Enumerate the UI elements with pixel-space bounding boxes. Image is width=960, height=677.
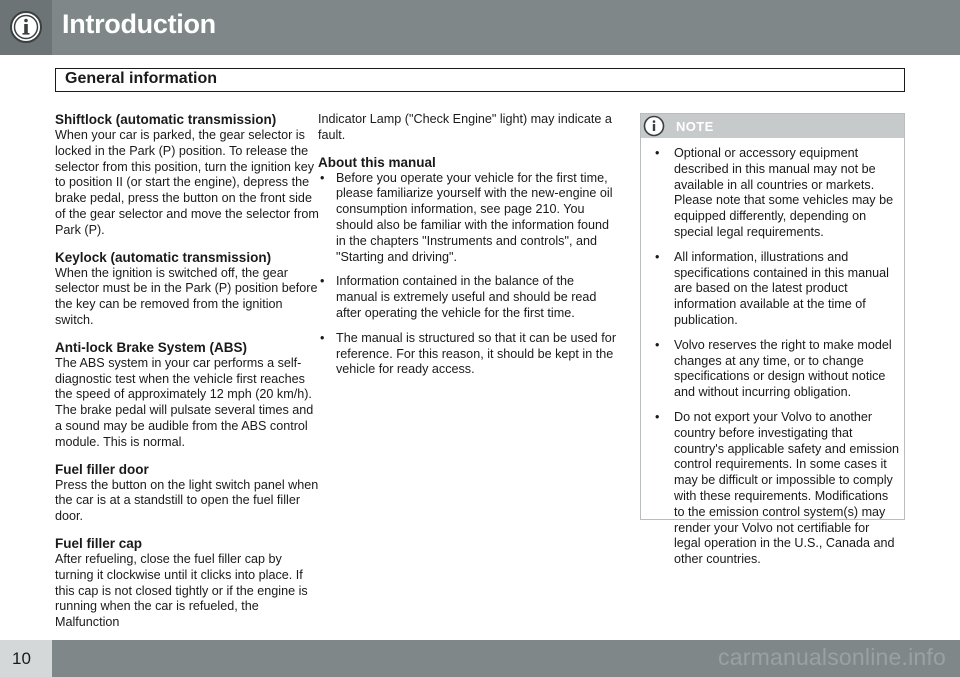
list-item-text: Before you operate your vehicle for the first time, please familiarize yourself with the new-engine oil consumption information, see page 210. You should also be familiar with the information found in the chapters "Instruments and controls", and "Starting and driving". [336, 170, 613, 264]
bullet: • [655, 249, 660, 264]
section-title: General information [65, 70, 218, 87]
list-item [653, 410, 899, 568]
bullet: • [655, 409, 660, 424]
info-icon [8, 6, 44, 48]
column-1 [55, 112, 323, 642]
bullet: • [655, 146, 660, 160]
list-item [653, 146, 899, 241]
page-number-box [0, 640, 52, 677]
list-item-text: Volvo reserves the right to make model changes at any time, or to change specifications or design without notice and without incurring obligation. [674, 337, 892, 400]
list-item-text: All information, illustrations and specifications contained in this manual are based on the latest product information available at the time of publication. [674, 249, 889, 327]
text-continuation: Indicator Lamp ("Check Engine" light) may indicate a fault. [318, 112, 612, 142]
text-shiftlock: When your car is parked, the gear selector is locked in the Park (P) position. To release the selector from this position, turn the ignition key to position II (or start the engine), depress the brake pedal, press the button on the front side of the gear selector and move the selector from Park (P). [55, 128, 319, 237]
header-icon-box [0, 0, 52, 55]
text-keylock: When the ignition is switched off, the gear selector must be in the Park (P) position before the key can be removed from the ignition switch. [55, 265, 318, 327]
footer-bar [0, 640, 960, 677]
page-number: 10 [12, 649, 31, 668]
list-item [318, 274, 616, 321]
heading-shiftlock: Shiftlock (automatic transmission) [55, 112, 277, 127]
list-item-text: Information contained in the balance of the manual is extremely useful and should be read after operating the vehicle for the first time. [336, 274, 597, 320]
list-item-text: The manual is structured so that it can be used for reference. For this reason, it should be kept in the vehicle for ready access. [336, 330, 617, 377]
text-fuel-filler-cap: After refueling, close the fuel filler cap by turning it clockwise until it clicks into place. If this cap is not closed tightly or if the engine is running when the car is refueled, the Malfunction [55, 551, 308, 630]
note-header [641, 114, 904, 138]
heading-abs: Anti-lock Brake System (ABS) [55, 339, 248, 355]
bullet: • [655, 337, 660, 352]
watermark: carmanualsonline.info [718, 644, 946, 670]
list-item-text: Do not export your Volvo to another country before investigating that country's applicable safety and emission control requirements. In some cases it may be difficult or impossible to comply with these requirements. Modifications to the emission control system(s) may render your Volvo not certifiable for legal operation in the U.S., Canada and other countries. [674, 409, 900, 567]
list-item [653, 250, 899, 329]
text-fuel-filler-door: Press the button on the light switch panel when the car is at a standstill to open the fuel filler door. [55, 477, 319, 524]
bullet: • [320, 170, 325, 185]
bullet: • [320, 330, 325, 345]
heading-about-manual: About this manual [318, 154, 436, 170]
list-item [318, 171, 616, 266]
info-icon [642, 114, 666, 138]
heading-fuel-filler-door: Fuel filler door [55, 461, 149, 477]
text-abs: The ABS system in your car performs a self-diagnostic test when the vehicle first reaches the speed of approximately 12 mph (20 km/h). The brake pedal will pulsate several times and a sound may be audible from the ABS control module. This is normal. [55, 355, 314, 449]
page-title: Introduction [62, 9, 216, 39]
heading-fuel-filler-cap: Fuel filler cap [55, 535, 143, 551]
note-label: NOTE [676, 119, 714, 134]
note-body [653, 146, 899, 577]
list-item-text: Optional or accessory equipment described in this manual may not be available in all countries or markets. Please note that some vehicles may be equipped differently, depending on special legal requirements. [674, 146, 894, 239]
header-bar [0, 0, 960, 55]
section-heading-box [55, 68, 905, 92]
list-item [653, 338, 899, 401]
bullet: • [320, 274, 325, 289]
heading-keylock: Keylock (automatic transmission) [55, 249, 272, 265]
note-box [640, 113, 905, 567]
column-2 [318, 112, 616, 387]
note-list [653, 146, 899, 568]
manual-list [318, 171, 616, 379]
list-item [318, 331, 616, 378]
